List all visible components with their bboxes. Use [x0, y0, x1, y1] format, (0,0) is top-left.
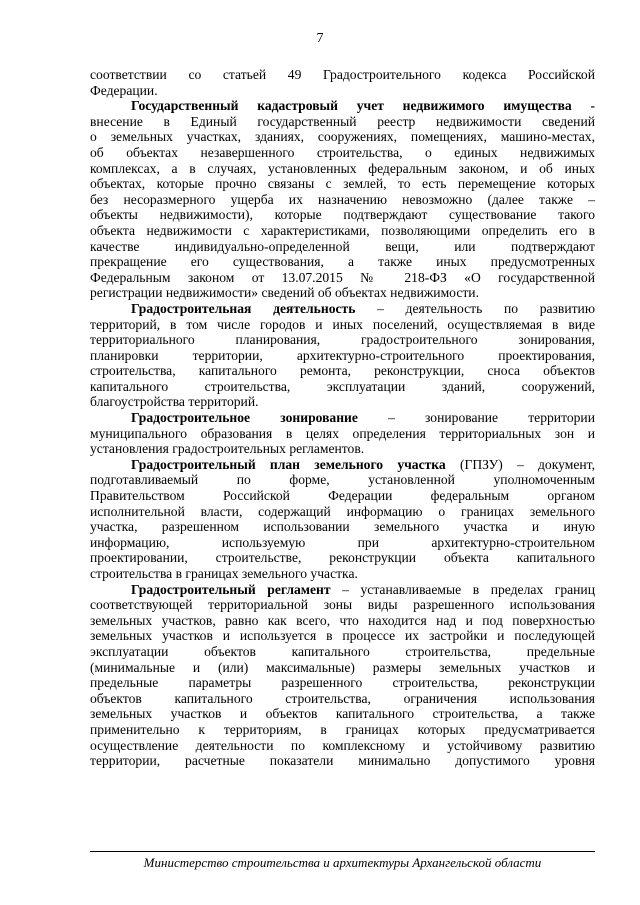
text-line [90, 675, 595, 691]
text-line [90, 535, 595, 551]
footer-divider [90, 851, 595, 852]
text-line [90, 161, 595, 177]
line-text: прекращение его существования, а также иных предусмотренных [90, 254, 595, 270]
line-text: подготавливаемый по форме, установленной уполномоченным [90, 472, 595, 488]
line-text: комплексах, а в случаях, установленных федеральным законом, и об иных [90, 160, 595, 176]
term-heading: Градостроительный план земельного участка [131, 456, 446, 472]
text-line [90, 722, 595, 738]
text-line [90, 363, 595, 379]
text-line [90, 67, 595, 83]
line-text: территории, расчетные показатели минимально допустимого уровня [90, 753, 595, 769]
line-text: качестве индивидуально-определенной вещи, или подтверждают [90, 238, 595, 254]
text-line [90, 223, 595, 239]
line-text: капитального строительства, эксплуатации зданий, сооружений, [90, 378, 595, 394]
text-line [90, 613, 595, 629]
text-line [90, 98, 595, 114]
line-text: соответствии со статьей 49 Градостроительного кодекса Российской [90, 67, 595, 82]
text-line [90, 691, 595, 707]
line-text: об объектах незавершенного строительства, о единых недвижимых [90, 144, 595, 160]
line-text: строительства в границах земельного участка. [90, 566, 358, 581]
text-line [90, 317, 595, 333]
text-line [90, 332, 595, 348]
term-heading: Градостроительный регламент [131, 581, 331, 597]
text-line [90, 192, 595, 208]
line-text: территориального планирования, градостроительного зонирования, [90, 332, 595, 348]
text-line [90, 270, 595, 286]
text-line [90, 504, 595, 520]
line-text: Правительством Российской Федерации федеральным органом [90, 488, 595, 504]
text-line [90, 410, 595, 426]
line-text: – деятельность по развитию [355, 300, 595, 316]
text-line [90, 239, 595, 255]
text-line [90, 176, 595, 192]
text-line [90, 660, 595, 676]
line-text: – зонирование территории [357, 410, 595, 426]
text-line [90, 738, 595, 754]
line-text: объектов капитального строительства, ограничения использования [90, 690, 595, 706]
line-text: объекта недвижимости с характеристиками, позволяющими определить его в [90, 222, 595, 238]
term-heading: Градостроительная деятельность [131, 300, 356, 316]
text-line [90, 145, 595, 161]
line-text: земельных участков, равно как всего, что находится над и под поверхностью [90, 612, 595, 628]
text-line [90, 301, 595, 317]
line-text: соответствующей территориальной зоны виды разрешенного использования [90, 597, 595, 613]
line-text: – устанавливаемые в пределах границ [330, 581, 595, 597]
line-text: территорий, в том числе городов и иных поселений, осуществляемая в виде [90, 316, 595, 332]
text-line [90, 582, 595, 598]
line-text: муниципального образования в целях определения территориальных зон и [90, 425, 595, 441]
text-line [90, 488, 595, 504]
line-text: применительно к территориям, в границах которых предусматривается [90, 721, 595, 737]
line-text: Федеральным законом от 13.07.2015 № 218-ФЗ «О государственной [90, 269, 595, 285]
text-line [90, 129, 595, 145]
text-line [90, 597, 595, 613]
text-line [90, 519, 595, 535]
footer-text: Министерство строительства и архитектуры Архангельской области [143, 855, 542, 870]
line-text: (минимальные и (или) максимальные) размеры земельных участков и [90, 659, 595, 675]
page-number: 7 [316, 31, 324, 46]
text-line [90, 628, 595, 644]
line-text: земельных участков и используется в процессе их застройки и последующей [90, 628, 595, 644]
line-text: исполнительной власти, содержащий информацию о границах земельного [90, 503, 595, 519]
term-heading: Государственный кадастровый учет недвижимого имущества - [131, 98, 595, 114]
line-text: о земельных участках, зданиях, сооружениях, помещениях, машино-местах, [90, 129, 595, 145]
line-text: (ГПЗУ) – документ, [445, 456, 595, 472]
text-line [90, 207, 595, 223]
text-line [90, 550, 595, 566]
text-line [90, 285, 595, 301]
text-line [90, 426, 595, 442]
text-line [90, 472, 595, 488]
line-text: внесение в Единый государственный реестр недвижимости сведений [90, 113, 595, 129]
line-text: предельные параметры разрешенного строительства, реконструкции [90, 675, 595, 691]
line-text: объекты недвижимости), которые подтверждают существование такого [90, 207, 595, 223]
line-text: благоустройства территорий. [90, 394, 259, 410]
line-text: участка, разрешенном использовании земельного участка и иную [90, 519, 595, 535]
text-line [90, 254, 595, 270]
document-body [90, 67, 595, 769]
line-text: осуществление деятельности по комплексному и устойчивому развитию [90, 737, 595, 753]
line-text: установления градостроительных регламентов. [90, 441, 365, 457]
line-text: планировки территории, архитектурно-строительного проектирования, [90, 347, 595, 363]
line-text: регистрации недвижимости» сведений об объектах недвижимости. [90, 285, 479, 301]
line-text: без несоразмерного ущерба их назначению невозможно (далее также – [90, 191, 595, 207]
line-text: эксплуатации объектов капитального строительства, предельные [90, 643, 595, 659]
text-line [90, 753, 595, 769]
term-heading: Градостроительное зонирование [131, 410, 358, 426]
text-line [90, 379, 595, 395]
text-line [90, 394, 595, 410]
text-line [90, 441, 595, 457]
line-text: объектах, которые прочно связаны с землей, то есть перемещение которых [90, 176, 595, 192]
text-line [90, 566, 595, 582]
text-line [90, 83, 595, 99]
text-line [90, 457, 595, 473]
line-text: строительства, капитального ремонта, реконструкции, сноса объектов [90, 363, 595, 379]
line-text: Федерации. [90, 82, 158, 98]
line-text: проектировании, строительстве, реконструкции объекта капитального [90, 550, 595, 566]
text-line [90, 114, 595, 130]
text-line [90, 644, 595, 660]
text-line [90, 706, 595, 722]
text-line [90, 348, 595, 364]
line-text: земельных участков и объектов капитального строительства, а также [90, 706, 595, 722]
line-text: информацию, используемую при архитектурно-строительном [90, 534, 595, 550]
